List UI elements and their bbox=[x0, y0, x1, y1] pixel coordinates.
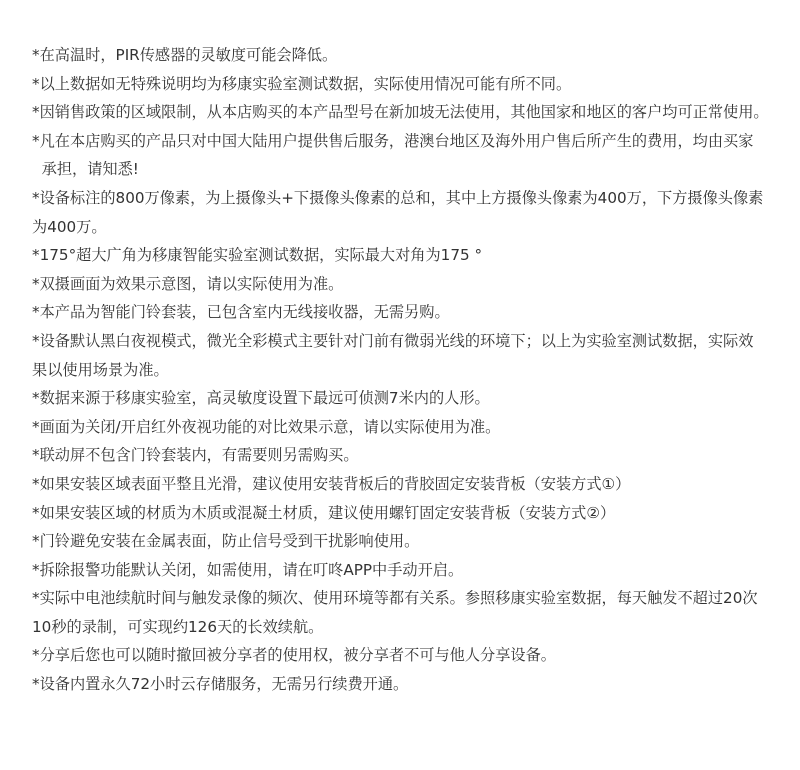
note-receiver-included: *本产品为智能门铃套装，已包含室内无线接收器，无需另购。 bbox=[32, 303, 450, 322]
note-pir-sensitivity: *在高温时，PIR传感器的灵敏度可能会降低。 bbox=[32, 46, 338, 64]
note-infrared-comparison: *画面为关闭/开启红外夜视功能的对比效果示意，请以实际使用为准。 bbox=[32, 417, 501, 436]
note-install-adhesive: *如果安装区域表面平整且光滑，建议使用安装背板后的背胶固定安装背板（安装方式①） bbox=[32, 474, 631, 493]
product-notes-list bbox=[32, 41, 782, 699]
note-pixels: *设备标注的800万像素，为上摄像头+下摄像头像素的总和，其中上方摄像头像素为400万，下方摄像头像素 为400万。 bbox=[32, 188, 764, 236]
note-cloud-storage: *设备内置永久72小时云存储服务，无需另行续费开通。 bbox=[32, 675, 409, 694]
note-linked-screen: *联动屏不包含门铃套装内，有需要则另需购买。 bbox=[32, 446, 359, 465]
note-wide-angle: *175°超大广角为移康智能实验室测试数据，实际最大对角为175 ° bbox=[32, 246, 483, 265]
note-sharing: *分享后您也可以随时撤回被分享者的使用权，被分享者不可与他人分享设备。 bbox=[32, 646, 556, 665]
note-install-screws: *如果安装区域的材质为木质或混凝土材质，建议使用螺钉固定安装背板（安装方式②） bbox=[32, 503, 616, 522]
note-detection-range: *数据来源于移康实验室，高灵敏度设置下最远可侦测7米内的人形。 bbox=[32, 389, 490, 408]
note-dual-camera: *双摄画面为效果示意图，请以实际使用为准。 bbox=[32, 274, 344, 293]
note-battery-life: *实际中电池续航时间与触发录像的频次、使用环境等都有关系。参照移康实验室数据，每天触发不超过20次 10秒的录制，可实现约126天的长效续航。 bbox=[32, 589, 758, 636]
note-night-vision: *设备默认黑白夜视模式，微光全彩模式主要针对门前有微弱光线的环境下；以上为实验室测试数据，实际效 果以使用场景为准。 bbox=[32, 331, 754, 379]
note-tamper-alarm: *拆除报警功能默认关闭，如需使用，请在叮咚APP中手动开启。 bbox=[32, 560, 464, 579]
note-lab-data: *以上数据如无特殊说明均为移康实验室测试数据，实际使用情况可能有所不同。 bbox=[32, 74, 572, 93]
note-region-restriction: *因销售政策的区域限制，从本店购买的本产品型号在新加坡无法使用，其他国家和地区的客户均可正常使用。 bbox=[32, 103, 769, 122]
note-metal-surface: *门铃避免安装在金属表面，防止信号受到干扰影响使用。 bbox=[32, 532, 420, 551]
note-after-sales: *凡在本店购买的产品只对中国大陆用户提供售后服务，港澳台地区及海外用户售后所产生的费用，均由买家 承担，请知悉! bbox=[32, 131, 754, 179]
